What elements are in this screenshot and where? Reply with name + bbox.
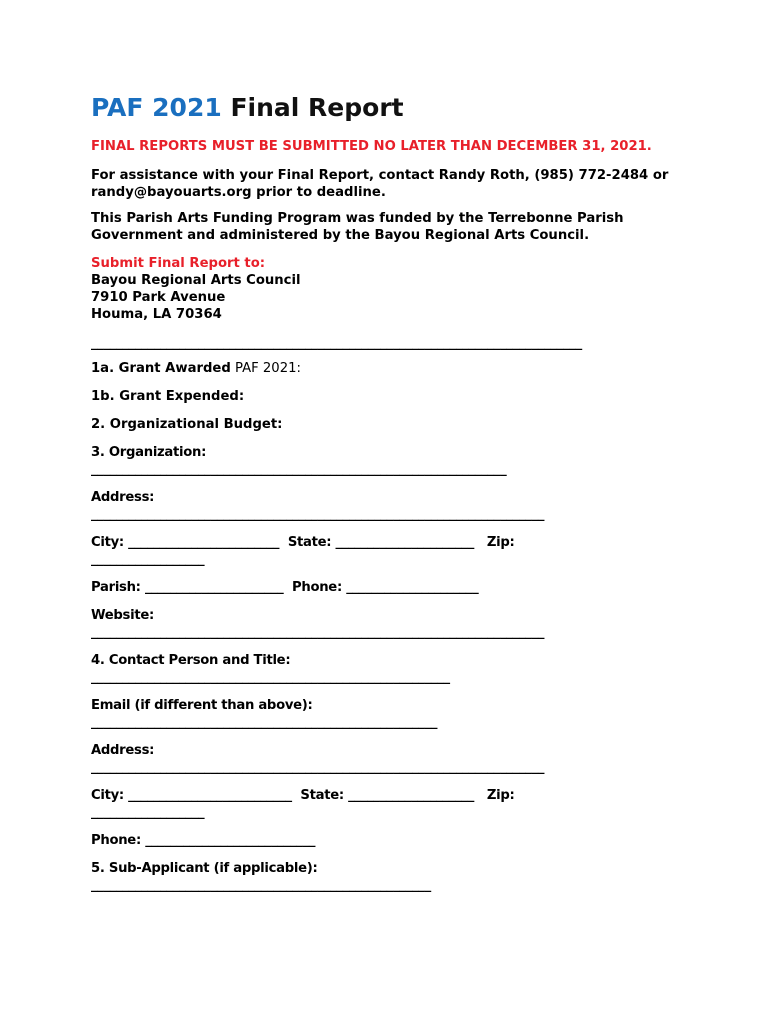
org-city-field[interactable]: ________________________ (128, 535, 280, 550)
contact-phone-field[interactable]: ___________________________ (145, 833, 316, 848)
org-zip-label: Zip: (486, 535, 515, 550)
submit-line-1: Bayou Regional Arts Council (91, 273, 301, 288)
contact-block (91, 652, 691, 686)
contact-label: 4. Contact Person and Title: (91, 653, 291, 668)
org-city-label: City: (91, 535, 129, 550)
grant-expended-label: 1b. Grant Expended: (91, 389, 245, 404)
contact-field[interactable]: _________________________________________________________ (91, 670, 450, 685)
org-phone-label: Phone: (292, 580, 347, 595)
submit-line-3: Houma, LA 70364 (91, 307, 222, 322)
website-label: Website: (91, 608, 154, 623)
email-label: Email (if different than above): (91, 698, 313, 713)
submit-address (91, 255, 691, 323)
contact-zip-field[interactable]: __________________ (91, 805, 205, 820)
website-field[interactable]: ________________________________________________________________________ (91, 625, 545, 640)
grant-awarded-row (91, 360, 691, 377)
contact-phone-label: Phone: (91, 833, 146, 848)
org-state-label: State: (287, 535, 336, 550)
assistance-text: For assistance with your Final Report, contact Randy Roth, (985) 772-2484 or randy@bayouarts.org prior to deadline. (91, 168, 669, 200)
grant-awarded-value[interactable]: PAF 2021: (230, 361, 301, 376)
contact-city-label: City: (91, 788, 129, 803)
subapplicant-block (91, 860, 691, 894)
org-address-label: Address: (91, 490, 155, 505)
org-phone-field[interactable]: _____________________ (346, 580, 479, 595)
grant-awarded-label: 1a. Grant Awarded (91, 361, 231, 376)
organization-label: 3. Organization: (91, 445, 207, 460)
parish-field[interactable]: ______________________ (144, 580, 284, 595)
org-address-block (91, 489, 691, 523)
contact-city-state-zip-block (91, 787, 691, 821)
org-budget-label: 2. Organizational Budget: (91, 417, 283, 432)
contact-address-block (91, 742, 691, 776)
contact-address-label: Address: (91, 743, 155, 758)
org-address-field[interactable]: ________________________________________________________________________ (91, 507, 545, 522)
org-budget-row (91, 416, 691, 433)
contact-city-state-row (91, 787, 691, 804)
email-block (91, 697, 691, 731)
title-year: PAF 2021 (91, 93, 222, 122)
org-zip-field[interactable]: __________________ (91, 552, 205, 567)
org-state-field[interactable]: ______________________ (335, 535, 475, 550)
organization-block (91, 444, 691, 478)
contact-state-label: State: (300, 788, 349, 803)
org-city-state-row (91, 534, 691, 551)
contact-city-field[interactable]: __________________________ (128, 788, 292, 803)
parish-phone-block (91, 579, 691, 596)
org-city-state-zip-block (91, 534, 691, 568)
contact-zip-label: Zip: (486, 788, 515, 803)
contact-address-field[interactable]: ________________________________________________________________________ (91, 760, 545, 775)
title-text: Final Report (221, 93, 404, 122)
report-page (91, 92, 691, 905)
parish-label: Parish: (91, 580, 145, 595)
contact-phone-row (91, 832, 691, 849)
organization-field[interactable]: __________________________________________________________________ (91, 462, 507, 477)
funding-text: This Parish Arts Funding Program was funded by the Terrebonne Parish Government and administered by the Bayou Regional Arts Council. (91, 211, 624, 243)
contact-phone-block (91, 832, 691, 849)
page-title (91, 92, 691, 124)
parish-phone-row (91, 579, 691, 596)
website-block (91, 607, 691, 641)
deadline-notice: FINAL REPORTS MUST BE SUBMITTED NO LATER THAN DECEMBER 31, 2021. (91, 139, 652, 154)
subapplicant-field[interactable]: ______________________________________________________ (91, 878, 431, 893)
email-field[interactable]: _______________________________________________________ (91, 715, 438, 730)
separator-line: ______________________________________________________________________________ (91, 336, 582, 351)
contact-state-field[interactable]: ____________________ (348, 788, 475, 803)
subapplicant-label: 5. Sub-Applicant (if applicable): (91, 861, 318, 876)
submit-line-2: 7910 Park Avenue (91, 290, 226, 305)
submit-heading: Submit Final Report to: (91, 256, 266, 271)
grant-expended-row (91, 388, 691, 405)
